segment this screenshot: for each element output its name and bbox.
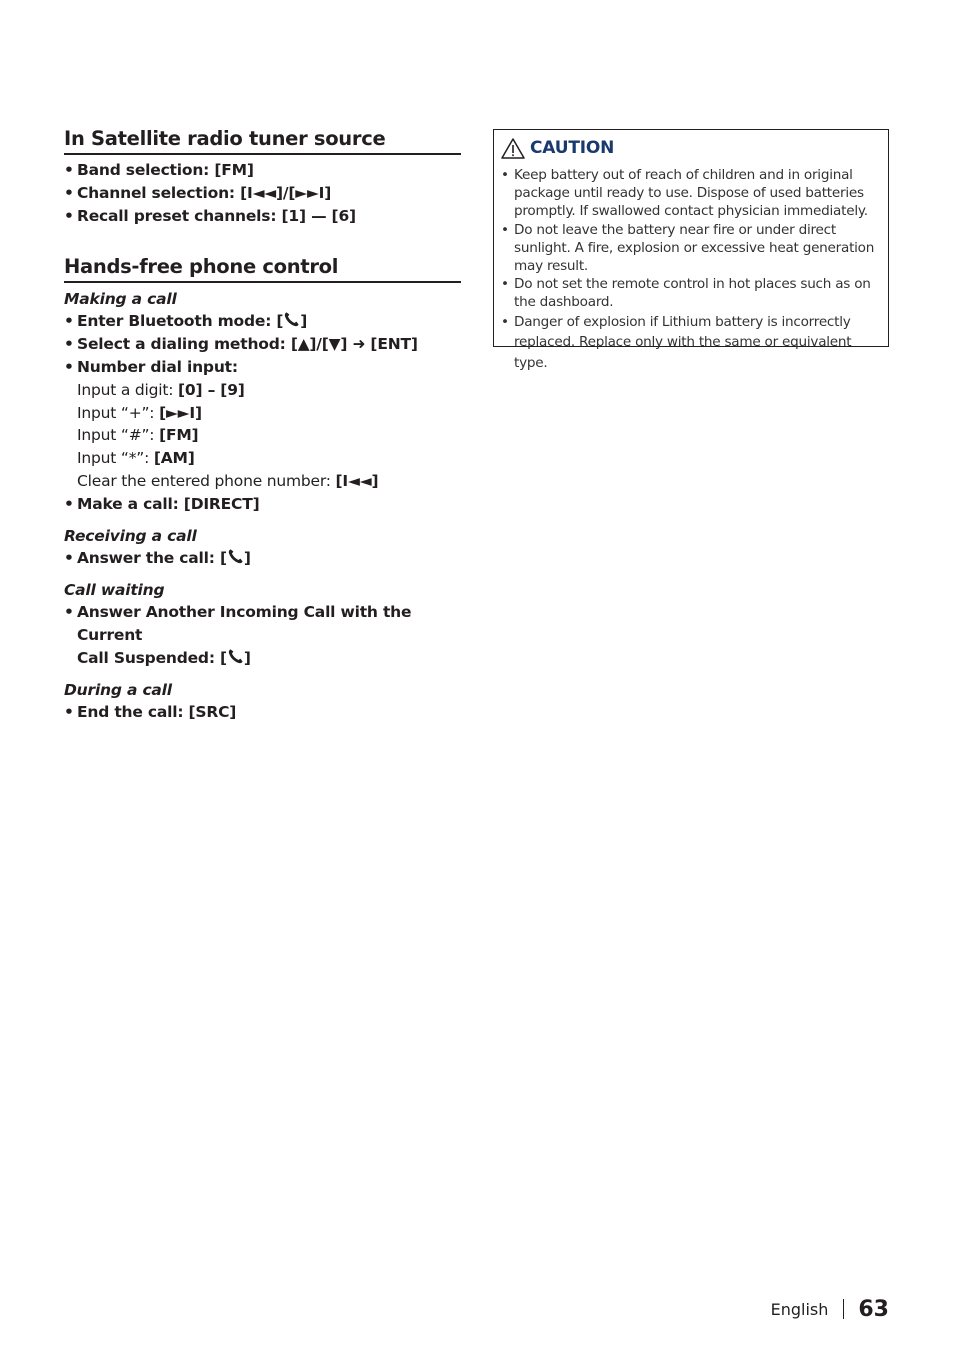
list-item: • Recall preset channels: [1] — [6] (64, 207, 356, 225)
making-call-list (64, 310, 461, 379)
handsfree-heading: Hands-free phone control (64, 254, 461, 283)
phone-icon (227, 548, 244, 565)
list-item: • Do not leave the battery near fire or under direct sunlight. A fire, explosion or excessive heat generation may result. (501, 221, 875, 275)
making-call-heading: Making a call (64, 290, 177, 308)
dial-sub-line: Input a digit: [0] – [9] (77, 381, 245, 399)
list-item: • Keep battery out of reach of children and in original package until ready to use. Dispose of used batteries promptly. If swallowed contact physician immediately. (501, 167, 868, 220)
call-waiting-heading: Call waiting (64, 580, 165, 599)
caution-header (501, 136, 880, 160)
warning-triangle-icon (501, 138, 525, 159)
list-item: • Band selection: [FM] (64, 161, 254, 179)
dial-sub-line: Input “*”: [AM] (77, 449, 195, 468)
list-item: • Channel selection: [I◄◄]/[►►I] (64, 184, 332, 202)
satellite-list (64, 159, 461, 228)
during-call-list (64, 701, 461, 724)
list-item: • End the call: [SRC] (64, 702, 237, 721)
footer-divider (843, 1299, 844, 1319)
dial-sub-line: Input “+”: [►►I] (77, 403, 202, 422)
caution-box (493, 129, 889, 371)
page-footer (700, 1296, 889, 1322)
page-number: 63 (858, 1296, 889, 1322)
footer-language: English (770, 1299, 829, 1319)
receiving-call-list (64, 547, 461, 570)
satellite-heading: In Satellite radio tuner source (64, 126, 461, 155)
caution-list (501, 166, 880, 373)
phone-icon (283, 311, 300, 328)
list-item: • Select a dialing method: [▲]/[▼] ➜ [ENT] (64, 335, 418, 353)
list-item: • Enter Bluetooth mode: [ ] (64, 312, 308, 330)
left-column (64, 126, 461, 724)
dial-sub-line: Input “#”: [FM] (77, 426, 199, 445)
during-call-heading: During a call (64, 680, 172, 699)
list-item: • Do not set the remote control in hot places such as on the dashboard. (501, 276, 871, 311)
list-item: • Number dial input: (64, 358, 238, 376)
make-call-list (64, 493, 461, 516)
receiving-call-heading: Receiving a call (64, 526, 197, 545)
list-item: • Answer Another Incoming Call with the Current Call Suspended: [ ] (64, 602, 412, 667)
caution-title: CAUTION (530, 138, 615, 158)
list-item: • Make a call: [DIRECT] (64, 494, 260, 513)
right-column (493, 129, 889, 371)
list-item: • Danger of explosion if Lithium battery is incorrectly replaced. Replace only with the same or equivalent type. (501, 313, 852, 371)
dial-sub-line: Clear the entered phone number: [I◄◄] (77, 471, 379, 490)
phone-icon (227, 648, 244, 665)
list-item: • Answer the call: [ ] (64, 548, 251, 567)
call-waiting-list (64, 601, 461, 670)
